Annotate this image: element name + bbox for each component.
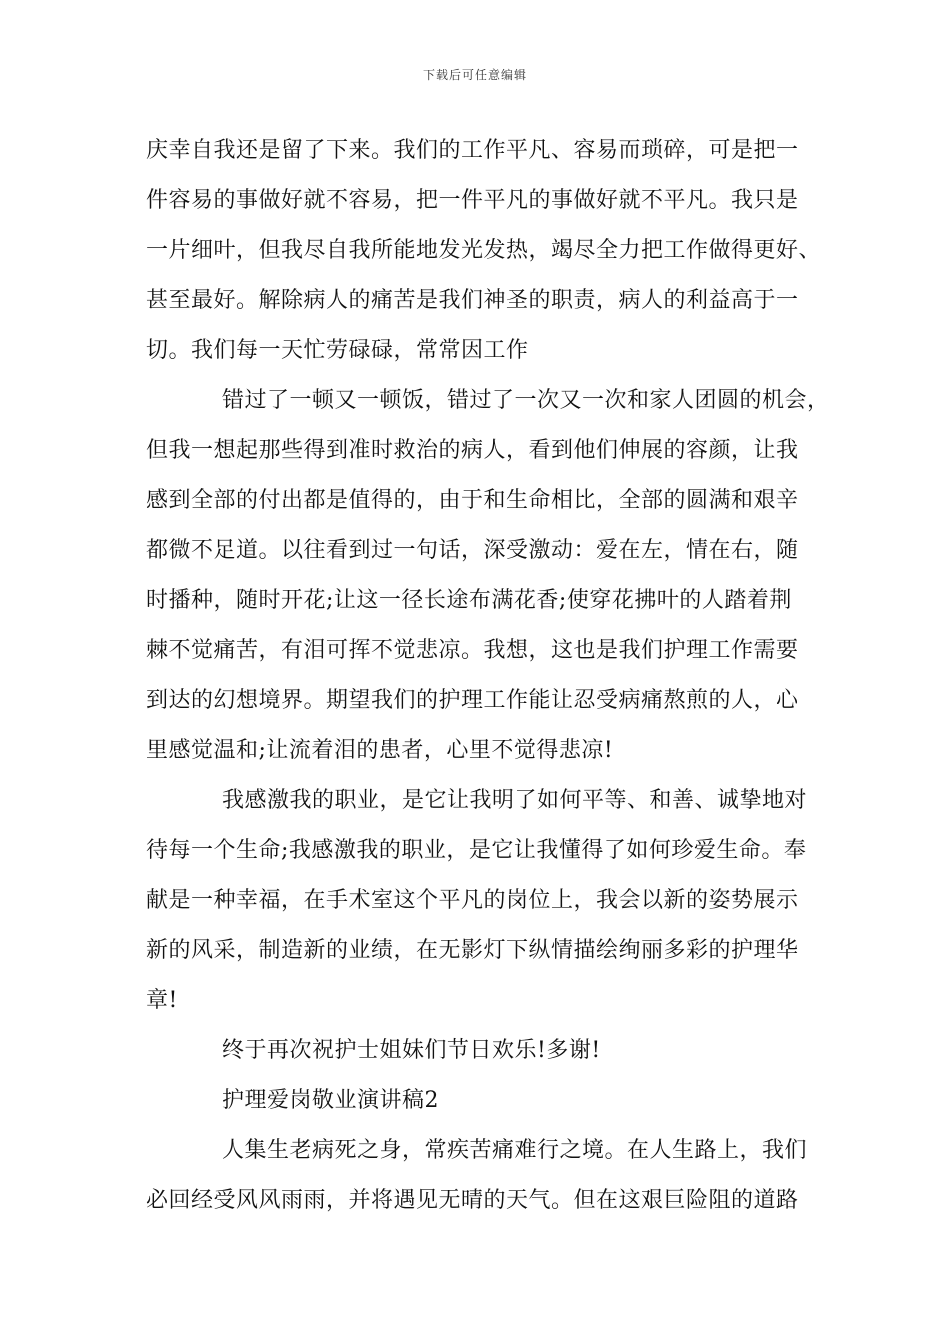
section-title: 护理爱岗敬业演讲稿2 bbox=[222, 1088, 439, 1113]
body-line: 一片细叶，但我尽自我所能地发光发热，竭尽全力把工作做得更好、 bbox=[146, 238, 822, 263]
body-line: 到达的幻想境界。期望我们的护理工作能让忍受病痛熬煎的人，心 bbox=[146, 688, 799, 713]
page-header-note: 下载后可任意编辑 bbox=[422, 68, 527, 82]
body-line: 切。我们每一天忙劳碌碌，常常因工作 bbox=[146, 338, 529, 363]
paragraph-start-line: 错过了一顿又一顿饭，错过了一次又一次和家人团圆的机会， bbox=[222, 388, 830, 413]
body-line: 棘不觉痛苦，有泪可挥不觉悲凉。我想，这也是我们护理工作需要 bbox=[146, 638, 799, 663]
body-line: 甚至最好。解除病人的痛苦是我们神圣的职责，病人的利益高于一 bbox=[146, 288, 799, 313]
body-line: 待每一个生命;我感激我的职业，是它让我懂得了如何珍爱生命。奉 bbox=[146, 838, 807, 863]
body-line: 时播种，随时开花;让这一径长途布满花香;使穿花拂叶的人踏着荆 bbox=[146, 588, 792, 613]
paragraph-start-line: 人集生老病死之身，常疾苦痛难行之境。在人生路上，我们 bbox=[222, 1138, 808, 1163]
body-line: 献是一种幸福，在手术室这个平凡的岗位上，我会以新的姿势展示 bbox=[146, 888, 799, 913]
body-line: 感到全部的付出都是值得的，由于和生命相比，全部的圆满和艰辛 bbox=[146, 488, 799, 513]
body-line: 里感觉温和;让流着泪的患者，心里不觉得悲凉! bbox=[146, 738, 614, 763]
body-line: 庆幸自我还是留了下来。我们的工作平凡、容易而琐碎，可是把一 bbox=[146, 138, 799, 163]
body-line: 新的风采，制造新的业绩，在无影灯下纵情描绘绚丽多彩的护理华 bbox=[146, 938, 799, 963]
closing-line: 终于再次祝护士姐妹们节日欢乐!多谢! bbox=[222, 1038, 601, 1063]
body-line: 件容易的事做好就不容易，把一件平凡的事做好就不平凡。我只是 bbox=[146, 188, 799, 213]
paragraph-start-line: 我感激我的职业，是它让我明了如何平等、和善、诚挚地对 bbox=[222, 788, 808, 813]
body-line: 章! bbox=[146, 988, 178, 1013]
body-line: 都微不足道。以往看到过一句话，深受激动：爱在左，情在右，随 bbox=[146, 538, 799, 563]
body-line: 必回经受风风雨雨，并将遇见无晴的天气。但在这艰巨险阻的道路 bbox=[146, 1188, 799, 1213]
body-line: 但我一想起那些得到准时救治的病人，看到他们伸展的容颜，让我 bbox=[146, 438, 799, 463]
